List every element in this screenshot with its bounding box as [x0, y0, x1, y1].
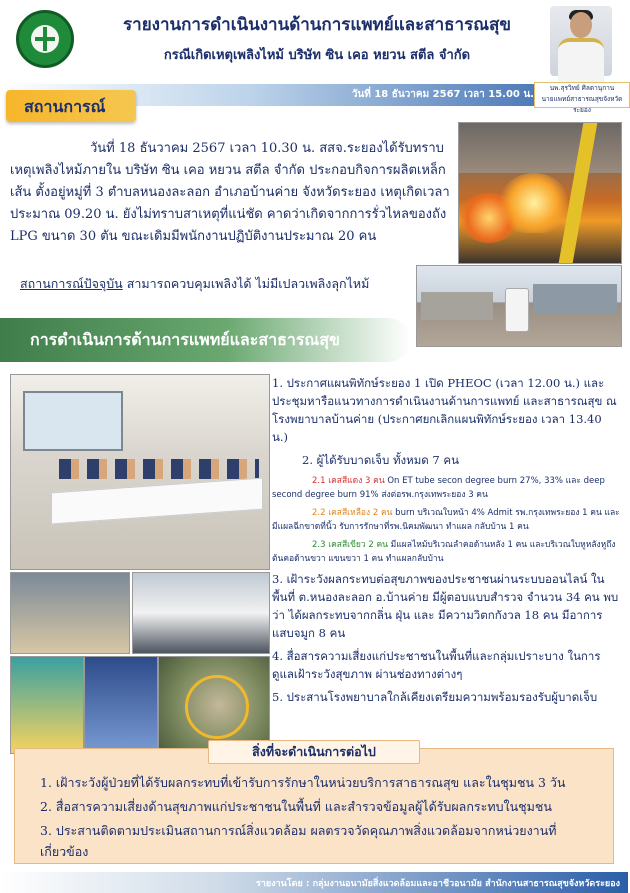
- health-infographic-photo: [84, 656, 158, 754]
- operation-item-4: 4. สื่อสารความเสี่ยงแก่ประชาชนในพื้นที่และกลุ่มเปราะบาง ในการดูแลเฝ้าระวังสุขภาพ ผ่านช่องทางต่างๆ: [272, 649, 601, 681]
- report-header: [0, 0, 628, 82]
- area-ring: [185, 675, 249, 739]
- current-situation-label: สถานการณ์ปัจจุบัน: [20, 276, 123, 291]
- next-step-item: 3. ประสานติดตามประเมินสถานการณ์สิ่งแวดล้อม ผลตรวจวัดคุณภาพสิ่งแวดล้อมจากหน่วยงานที่เกี่ยวข้อง: [40, 823, 557, 859]
- case-red: [272, 474, 620, 502]
- operations-list: [272, 374, 620, 711]
- situation-heading: สถานการณ์: [6, 90, 136, 122]
- next-steps-list: [40, 772, 600, 865]
- footer: [0, 872, 628, 893]
- case-green-label: 2.3 เคสสีเขียว 2 คน: [312, 540, 388, 550]
- current-situation-text: สามารถควบคุมเพลิงได้ ไม่มีเปลวเพลิงลุกไหม้: [122, 276, 370, 291]
- factory-photo: [416, 265, 622, 347]
- case-green: [272, 538, 620, 566]
- case-red-text: On ET tube secon degree burn 27%, 33% และ deep second degree burn 91% ส่งต่อรพ.กรุงเทพระยอง 3 คน: [272, 476, 605, 500]
- case-yellow-text: burn บริเวณใบหน้า 4% Admit รพ.กรุงเทพระยอง 1 คน และมีแผลฉีกขาดที่นิ้ว รับการรักษาที่รพ.นิคมพัฒนา ทำแผล กลับบ้าน 1 คน: [272, 508, 620, 532]
- next-step-item: 1. เฝ้าระวังผู้ป่วยที่ได้รับผลกระทบที่เข้ารับการรักษาในหน่วยบริการสาธารณสุข และในชุมชน 3 วัน: [40, 775, 566, 790]
- operation-item-1: 1. ประกาศแผนพิทักษ์ระยอง 1 เปิด PHEOC (เวลา 12.00 น.) และประชุมหารือแนวทางการดำเนินงานด้านการแพทย์ และสาธารณสุข ณ โรงพยาบาลบ้านค่าย (ประกาศยกเลิกแผนพิทักษ์ระยอง เวลา 13.40 น.): [272, 376, 617, 444]
- case-green-text: มีแผลไหม้บริเวณลำคอด้านหลัง 1 คน และบริเวณใบหูหลังหูถึงต้นคอด้านขวา แขนขวา 1 คน ทำแผลกลับบ้าน: [272, 540, 616, 564]
- operation-item-5: 5. ประสานโรงพยาบาลใกล้เคียงเตรียมความพร้อมรองรับผู้บาดเจ็บ: [272, 690, 598, 704]
- meeting-photo: [10, 374, 270, 570]
- report-title: รายงานการดำเนินงานด้านการแพทย์และสาธารณสุข: [123, 15, 511, 35]
- fire-photo: [458, 122, 622, 264]
- footer-text: รายงานโดย : กลุ่มงานอนามัยสิ่งแวดล้อมและอาชีวอนามัย สำนักงานสาธารณสุขจังหวัดระยอง: [256, 879, 620, 889]
- team-photo: [10, 572, 130, 654]
- official-name: นพ.สุรวิทย์ ศิลตานุกาน: [549, 84, 615, 92]
- report-date: วันที่ 18 ธันวาคม 2567 เวลา 15.00 น.: [351, 89, 534, 100]
- case-yellow-label: 2.2 เคสสีเหลือง 2 คน: [312, 508, 393, 518]
- official-portrait: [550, 6, 612, 76]
- official-title: นายแพทย์สาธารณสุขจังหวัดระยอง: [541, 95, 623, 114]
- operation-item-3: 3. เฝ้าระวังผลกระทบต่อสุขภาพของประชาชนผ่านระบบออนไลน์ ในพื้นที่ ต.หนองละลอก อ.บ้านค่าย มีผู้ตอบแบบสำรวจ จำนวน 34 คน พบว่า ได้ผลกระทบจากกลิ่น ฝุ่น และ มีความวิตกกังวล 18 คน มีอาการแสบจมูก 8 คน: [272, 572, 619, 640]
- ministry-logo-icon: [16, 10, 74, 68]
- next-steps-heading: สิ่งที่จะดำเนินการต่อไป: [208, 740, 420, 764]
- ambulance-photo: [132, 572, 270, 654]
- lpg-infographic-photo: [10, 656, 84, 754]
- report-subtitle: กรณีเกิดเหตุเพลิงไหม้ บริษัท ซิน เคอ หยวน สตีล จำกัด: [163, 48, 471, 63]
- operations-heading: การดำเนินการด้านการแพทย์และสาธารณสุข: [0, 318, 410, 362]
- operation-item-2: 2. ผู้ได้รับบาดเจ็บ ทั้งหมด 7 คน: [302, 453, 459, 467]
- case-red-label: 2.1 เคสสีแดง 3 คน: [312, 476, 385, 486]
- next-step-item: 2. สื่อสารความเสี่ยงด้านสุขภาพแก่ประชาชนในพื้นที่ และสำรวจข้อมูลผู้ได้รับผลกระทบในชุมชน: [40, 799, 552, 814]
- situation-paragraph: วันที่ 18 ธันวาคม 2567 เวลา 10.30 น. สสจ.ระยองได้รับทราบเหตุเพลิงไหม้ภายใน บริษัท ซิน เคอ หยวน สตีล จำกัด ประกอบกิจการผลิตเหล็กเส้น ตั้งอยู่หมู่ที่ 3 ตำบลหนองละลอก อำเภอบ้านค่าย จังหวัดระยอง เหตุเกิดเวลาประมาณ 09.20 น. ยังไม่ทราบสาเหตุที่แน่ชัด คาดว่าเกิดจากการรั่วไหลของถัง LPG ขนาด 30 ตัน ขณะเดิมมีพนักงานปฏิบัติงานประมาณ 20 คน: [10, 141, 450, 244]
- official-name-box: [534, 82, 630, 114]
- current-situation: [20, 274, 440, 294]
- case-yellow: [272, 506, 620, 534]
